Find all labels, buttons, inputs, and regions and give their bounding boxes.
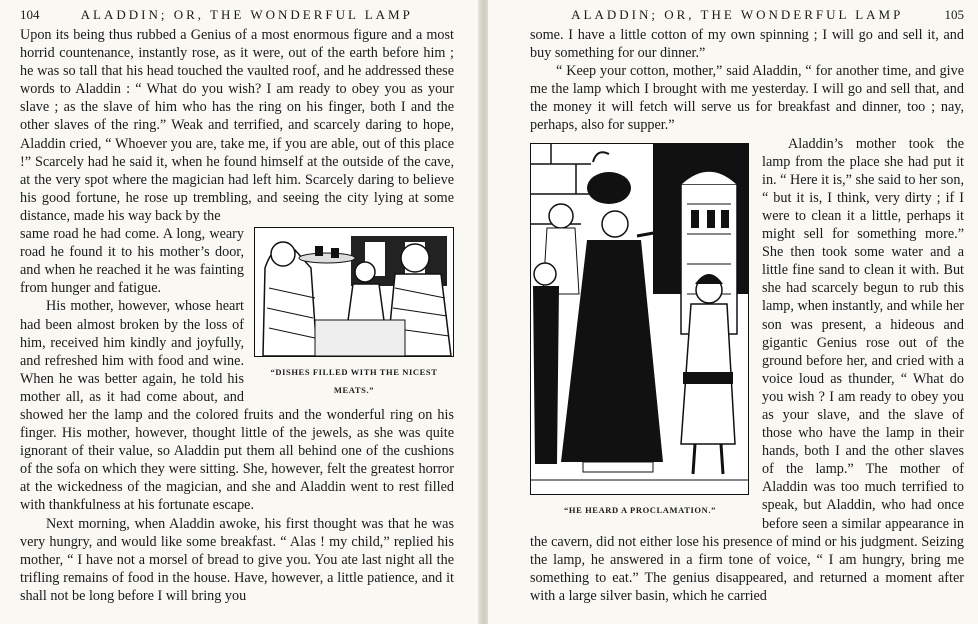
paragraph: Next morning, when Aladdin awoke, his first thought was that he was very hungry, and would like some breakfast. “ Alas ! my child,” replied his mother, “ I have not a morsel of bread to give you. You ate last night all the trifling remains of food in the house. Have, however, a little patience, and it shall not be long before I will bring you [20, 515, 454, 604]
paragraph: “ Keep your cotton, mother,” said Aladdin, “ for another time, and give me the lamp which I brought with me yesterday. I will go and sell that, and the money it will fetch will serve us for breakfast and dinner, too ; nay, perhaps, also for supper.” [530, 63, 964, 134]
paragraph: Upon its being thus rubbed a Genius of a most enormous figure and a most horrid countenance, instantly rose, as it were, out of the earth before him ; he was so tall that his head touched the vaulted roof, and he addressed these words to Aladdin : “ What do you wish? I am ready to obey you as your slave ; as the slave of him who has the ring on his finger, both I and the other slaves of the ring.” Weak and terrified, and scarcely daring to hope, Aladdin cried, “ Whoever you are, take me, if you are able, out of this place !” Scarcely had he said it, when he found himself at the outside of the cave, at the very spot where the magician had left him. Scarcely daring to believe his good fortune, he rose up trembling, and seeing the city lying at some distance, made his way back by the [20, 27, 454, 224]
right-page-body [530, 26, 964, 605]
figure-caption: “DISHES FILLED WITH THE NICEST MEATS.” [270, 367, 438, 396]
left-page-body [20, 26, 454, 605]
page-number: 104 [20, 7, 40, 22]
running-head: ALADDIN; OR, THE WONDERFUL LAMP [80, 7, 413, 22]
illustration-dishes [254, 227, 454, 399]
paragraph: same road he had come. A long, weary road he found it to his mother’s door, and when he reached it he was fainting from hunger and fatigue. [20, 226, 244, 297]
left-page [0, 0, 480, 624]
figure-caption: “HE HEARD A PROCLAMATION.” [564, 504, 716, 515]
illustration-proclamation [530, 143, 750, 519]
illustration-image [530, 143, 749, 495]
left-page-header [20, 4, 454, 26]
paragraph: some. I have a little cotton of my own spinning ; I will go and sell it, and buy something for our dinner.” [530, 27, 964, 62]
illustration-image [254, 227, 454, 357]
paragraph: Aladdin’s mother took the lamp from the place she had put it in. “ Here it is,” she said to her son, “ but it is, I think, very dirty ; if I were to clean it a little, perhaps it might sell for something more.” She then took some water and a little fine sand to clean it with. But she had scarcely begun to rub this lamp, when instantly, and while her son was present, a hideous and gigantic Genius rose out of the ground before her, and cried with a voice loud as thunder, “ What do you wish ? I am ready to obey you as your slave, and the slave of those who have the lamp in their hands, both I and the other slaves of the lamp.” The mother of Aladdin was too much terrified to speak, but Aladdin, who had once before seen a similar appearance in the cavern, did not either lose his presence of mind or his judgment. Seizing the lamp, he answered in a firm tone of voice, “ I am hungry, bring me something to eat.” The genius disappeared, and returned a moment after with a large silver basin, which he carried [530, 135, 964, 604]
page-number: 105 [944, 7, 964, 22]
right-page-header [530, 4, 964, 26]
right-page [488, 0, 978, 624]
paragraph: His mother, however, whose heart had been almost broken by the loss of him, received him kindly and joyfully, and refreshed him with food and wine. When he was better again, he told his mother all, as it had come about, and showed her the lamp and the colored fruits and the wonderful ring on his finger. His mother, however, thought little of the jewels, as she was quite ignorant of their value, so Aladdin put them all behind one of the cushions of the sofa on which they were sitting. She, however, felt the greatest horror at the wickedness of the magician, and she and Aladdin went to rest filled with thankfulness at his fortunate escape. [20, 298, 454, 514]
running-head: ALADDIN; OR, THE WONDERFUL LAMP [571, 7, 904, 22]
